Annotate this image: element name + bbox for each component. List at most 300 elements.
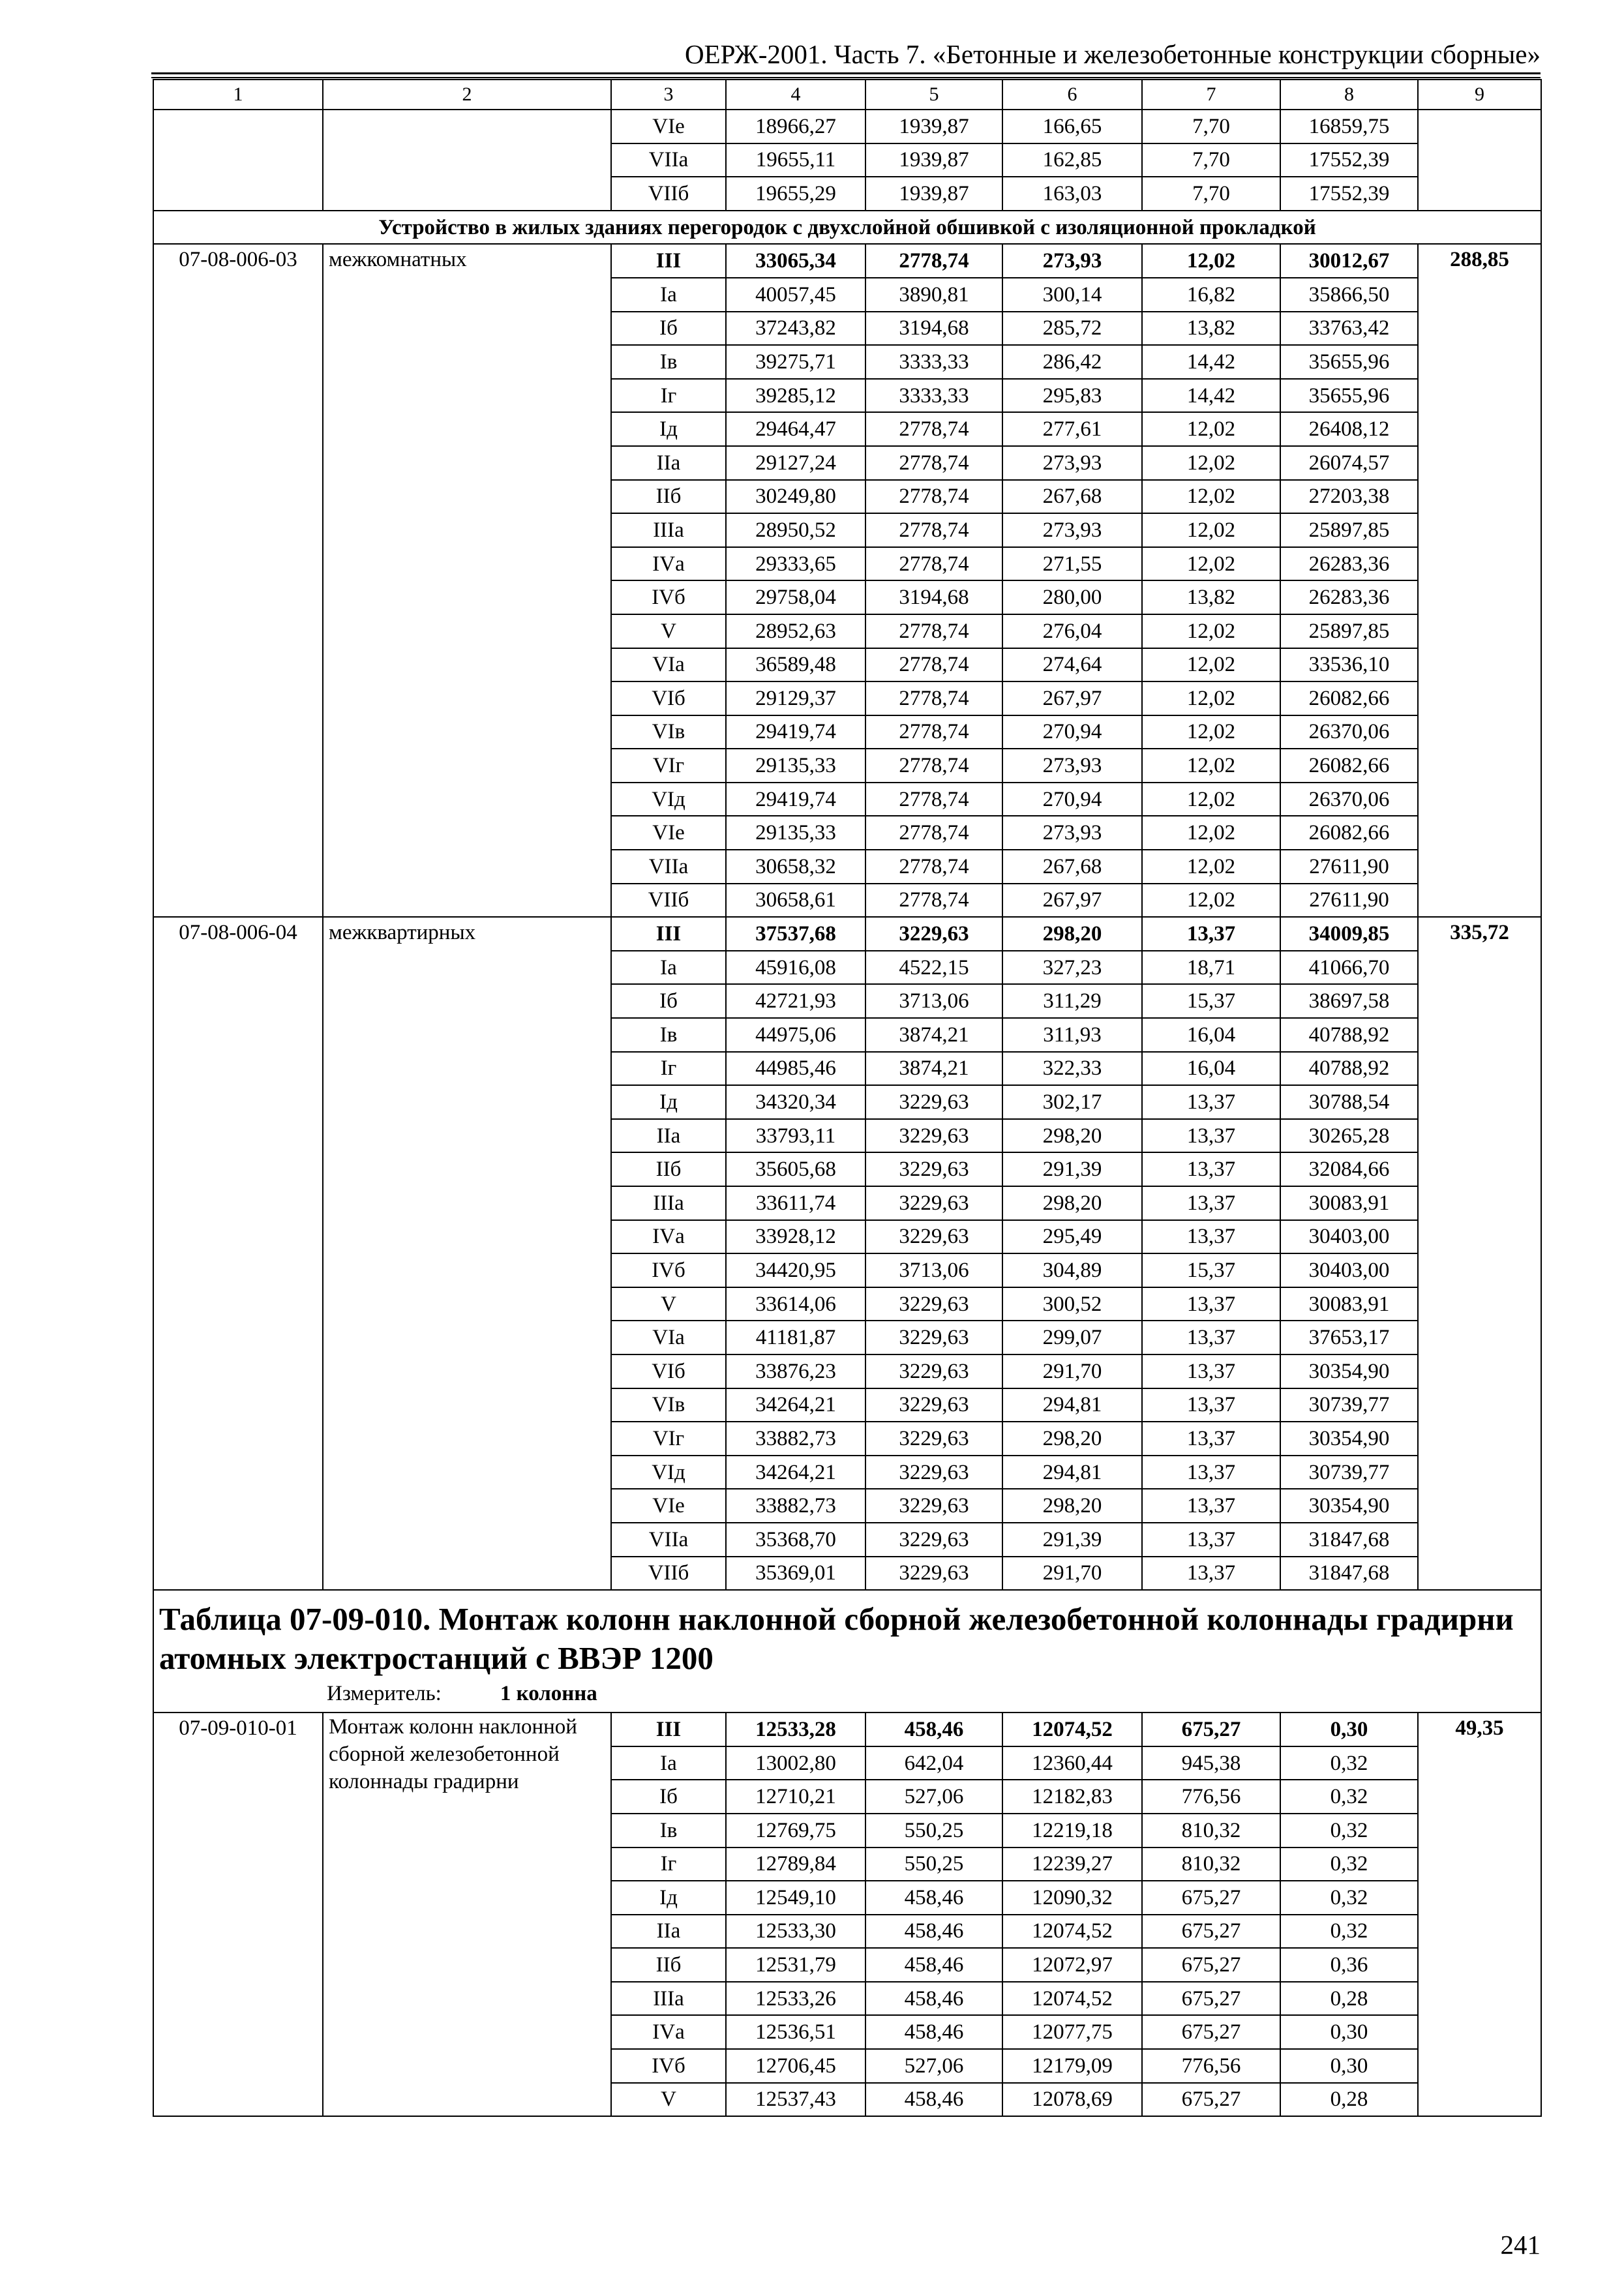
value-cell: 0,32 xyxy=(1280,1746,1418,1780)
value-cell: 527,06 xyxy=(865,1780,1002,1814)
running-title: ОЕРЖ-2001. Часть 7. «Бетонные и железобетонные конструкции сборные» xyxy=(685,39,1541,69)
value-cell: 16,82 xyxy=(1142,278,1280,312)
value-cell: 2778,74 xyxy=(865,513,1002,547)
value-cell: 33928,12 xyxy=(726,1220,865,1254)
code-cell: 07-08-006-04 xyxy=(153,917,323,1590)
value-cell: 322,33 xyxy=(1002,1052,1142,1086)
value-cell: 267,68 xyxy=(1002,480,1142,514)
value-cell: 277,61 xyxy=(1002,412,1142,446)
region-cell: V xyxy=(611,1287,726,1321)
value-cell: 273,93 xyxy=(1002,513,1142,547)
value-cell: 13,37 xyxy=(1142,917,1280,951)
table-title-cell xyxy=(153,1590,1541,1713)
column-number: 8 xyxy=(1280,80,1418,110)
value-cell: 2778,74 xyxy=(865,749,1002,783)
value-cell: 13,37 xyxy=(1142,1354,1280,1388)
value-cell: 2778,74 xyxy=(865,816,1002,850)
value-cell: 294,81 xyxy=(1002,1456,1142,1489)
value-cell: 311,29 xyxy=(1002,984,1142,1018)
value-cell: 291,70 xyxy=(1002,1557,1142,1591)
value-cell: 291,39 xyxy=(1002,1523,1142,1557)
value-cell: 34264,21 xyxy=(726,1456,865,1489)
value-cell: 34009,85 xyxy=(1280,917,1418,951)
value-cell: 26408,12 xyxy=(1280,412,1418,446)
value-cell: 13,37 xyxy=(1142,1456,1280,1489)
value-cell: 0,28 xyxy=(1280,2083,1418,2117)
region-cell: VIе xyxy=(611,1489,726,1523)
value-cell: 458,46 xyxy=(865,1982,1002,2016)
value-cell: 286,42 xyxy=(1002,345,1142,379)
value-cell: 311,93 xyxy=(1002,1018,1142,1052)
value-cell: 3229,63 xyxy=(865,1354,1002,1388)
code-cell: 07-08-006-03 xyxy=(153,244,323,917)
region-cell: VIд xyxy=(611,1456,726,1489)
region-cell: Iа xyxy=(611,278,726,312)
region-cell: IIа xyxy=(611,446,726,480)
value-cell: 4522,15 xyxy=(865,951,1002,985)
region-cell: VIIб xyxy=(611,177,726,211)
region-cell: Iг xyxy=(611,379,726,413)
column-number: 7 xyxy=(1142,80,1280,110)
value-cell: 273,93 xyxy=(1002,244,1142,278)
region-cell: III xyxy=(611,917,726,951)
value-cell: 12179,09 xyxy=(1002,2049,1142,2083)
value-cell: 0,28 xyxy=(1280,1982,1418,2016)
value-cell: 273,93 xyxy=(1002,816,1142,850)
table-row xyxy=(153,110,1541,143)
meter-label: Измеритель: xyxy=(327,1682,442,1706)
value-cell: 0,32 xyxy=(1280,1814,1418,1848)
value-cell: 26082,66 xyxy=(1280,816,1418,850)
value-cell: 3229,63 xyxy=(865,1085,1002,1119)
value-cell: 25897,85 xyxy=(1280,614,1418,648)
value-cell: 12533,26 xyxy=(726,1982,865,2016)
value-cell: 295,83 xyxy=(1002,379,1142,413)
value-cell: 271,55 xyxy=(1002,547,1142,581)
value-cell: 3229,63 xyxy=(865,1422,1002,1456)
value-cell: 30739,77 xyxy=(1280,1456,1418,1489)
value-cell: 7,70 xyxy=(1142,143,1280,177)
value-cell: 2778,74 xyxy=(865,850,1002,884)
value-cell: 12,02 xyxy=(1142,749,1280,783)
meter-unit: 1 колонна xyxy=(500,1682,597,1706)
column-number: 9 xyxy=(1418,80,1541,110)
value-cell: 13,37 xyxy=(1142,1388,1280,1422)
region-cell: V xyxy=(611,614,726,648)
value-cell: 33065,34 xyxy=(726,244,865,278)
value-cell: 12,02 xyxy=(1142,446,1280,480)
value-cell: 12,02 xyxy=(1142,614,1280,648)
value-cell: 13,37 xyxy=(1142,1287,1280,1321)
value-cell: 810,32 xyxy=(1142,1814,1280,1848)
value-cell: 302,17 xyxy=(1002,1085,1142,1119)
region-cell: IIа xyxy=(611,1915,726,1949)
value-cell: 7,70 xyxy=(1142,177,1280,211)
region-cell: VIа xyxy=(611,1321,726,1354)
value-cell: 27203,38 xyxy=(1280,480,1418,514)
value-cell: 40788,92 xyxy=(1280,1052,1418,1086)
value-cell: 12,02 xyxy=(1142,513,1280,547)
value-cell: 30354,90 xyxy=(1280,1489,1418,1523)
value-cell: 13,37 xyxy=(1142,1321,1280,1354)
value-cell: 3713,06 xyxy=(865,1253,1002,1287)
value-cell: 26370,06 xyxy=(1280,783,1418,816)
value-cell: 0,30 xyxy=(1280,2015,1418,2049)
region-cell: Iб xyxy=(611,1780,726,1814)
table-row xyxy=(153,1713,1541,1746)
region-cell: VIIб xyxy=(611,884,726,918)
region-cell: IIб xyxy=(611,480,726,514)
value-cell: 40057,45 xyxy=(726,278,865,312)
value-cell: 291,70 xyxy=(1002,1354,1142,1388)
value-cell: 2778,74 xyxy=(865,648,1002,682)
value-cell: 270,94 xyxy=(1002,715,1142,749)
value-cell: 16,04 xyxy=(1142,1018,1280,1052)
region-cell: IVб xyxy=(611,1253,726,1287)
value-cell: 34320,34 xyxy=(726,1085,865,1119)
value-cell: 267,97 xyxy=(1002,884,1142,918)
value-cell: 17552,39 xyxy=(1280,143,1418,177)
value-cell: 2778,74 xyxy=(865,547,1002,581)
value-cell: 294,81 xyxy=(1002,1388,1142,1422)
total-cell: 49,35 xyxy=(1418,1713,1541,2116)
value-cell: 3713,06 xyxy=(865,984,1002,1018)
value-cell: 945,38 xyxy=(1142,1746,1280,1780)
value-cell: 12090,32 xyxy=(1002,1881,1142,1915)
region-cell: Iа xyxy=(611,951,726,985)
value-cell: 12,02 xyxy=(1142,715,1280,749)
region-cell: III xyxy=(611,244,726,278)
value-cell: 37653,17 xyxy=(1280,1321,1418,1354)
name-cell: межквартирных xyxy=(323,917,611,1590)
value-cell: 300,52 xyxy=(1002,1287,1142,1321)
value-cell: 1939,87 xyxy=(865,177,1002,211)
value-cell: 3229,63 xyxy=(865,1186,1002,1220)
region-cell: Iд xyxy=(611,412,726,446)
value-cell: 13,37 xyxy=(1142,1557,1280,1591)
price-table xyxy=(153,79,1542,2117)
table-row xyxy=(153,244,1541,278)
value-cell: 327,23 xyxy=(1002,951,1142,985)
value-cell: 12078,69 xyxy=(1002,2083,1142,2117)
value-cell: 12533,28 xyxy=(726,1713,865,1746)
value-cell: 13,37 xyxy=(1142,1119,1280,1153)
value-cell: 458,46 xyxy=(865,1881,1002,1915)
region-cell: IVб xyxy=(611,2049,726,2083)
value-cell: 675,27 xyxy=(1142,1982,1280,2016)
value-cell: 39275,71 xyxy=(726,345,865,379)
value-cell: 13,37 xyxy=(1142,1152,1280,1186)
value-cell: 300,14 xyxy=(1002,278,1142,312)
value-cell: 298,20 xyxy=(1002,917,1142,951)
value-cell: 13,37 xyxy=(1142,1085,1280,1119)
value-cell: 12074,52 xyxy=(1002,1713,1142,1746)
value-cell: 162,85 xyxy=(1002,143,1142,177)
value-cell: 28950,52 xyxy=(726,513,865,547)
value-cell: 25897,85 xyxy=(1280,513,1418,547)
name-cell: межкомнатных xyxy=(323,244,611,917)
value-cell: 3229,63 xyxy=(865,1388,1002,1422)
value-cell: 18966,27 xyxy=(726,110,865,143)
value-cell: 30083,91 xyxy=(1280,1186,1418,1220)
value-cell: 26370,06 xyxy=(1280,715,1418,749)
region-cell: IVб xyxy=(611,580,726,614)
value-cell: 675,27 xyxy=(1142,1948,1280,1982)
value-cell: 12182,83 xyxy=(1002,1780,1142,1814)
value-cell: 30403,00 xyxy=(1280,1220,1418,1254)
value-cell: 12074,52 xyxy=(1002,1915,1142,1949)
value-cell: 2778,74 xyxy=(865,681,1002,715)
value-cell: 0,32 xyxy=(1280,1848,1418,1881)
region-cell: Iб xyxy=(611,312,726,346)
region-cell: Iб xyxy=(611,984,726,1018)
value-cell: 298,20 xyxy=(1002,1186,1142,1220)
value-cell: 3333,33 xyxy=(865,379,1002,413)
value-cell: 13002,80 xyxy=(726,1746,865,1780)
value-cell: 14,42 xyxy=(1142,379,1280,413)
value-cell: 17552,39 xyxy=(1280,177,1418,211)
table-heading: Таблица 07-09-010. Монтаж колонн наклонной сборной железобетонной колоннады градирни атомных электростанций с ВВЭР 1200 xyxy=(159,1601,1514,1677)
value-cell: 18,71 xyxy=(1142,951,1280,985)
value-cell: 3229,63 xyxy=(865,1523,1002,1557)
value-cell: 3229,63 xyxy=(865,1119,1002,1153)
section-row xyxy=(153,211,1541,245)
value-cell: 291,39 xyxy=(1002,1152,1142,1186)
value-cell: 30012,67 xyxy=(1280,244,1418,278)
value-cell: 675,27 xyxy=(1142,1713,1280,1746)
value-cell: 12239,27 xyxy=(1002,1848,1142,1881)
value-cell: 3229,63 xyxy=(865,1220,1002,1254)
value-cell: 1939,87 xyxy=(865,143,1002,177)
value-cell: 30658,32 xyxy=(726,850,865,884)
value-cell: 31847,68 xyxy=(1280,1557,1418,1591)
value-cell: 35369,01 xyxy=(726,1557,865,1591)
value-cell: 3194,68 xyxy=(865,580,1002,614)
value-cell: 19655,29 xyxy=(726,177,865,211)
value-cell: 298,20 xyxy=(1002,1422,1142,1456)
value-cell: 30658,61 xyxy=(726,884,865,918)
value-cell: 3229,63 xyxy=(865,917,1002,951)
region-cell: Iг xyxy=(611,1052,726,1086)
value-cell: 26283,36 xyxy=(1280,580,1418,614)
value-cell: 12072,97 xyxy=(1002,1948,1142,1982)
value-cell: 19655,11 xyxy=(726,143,865,177)
region-cell: IIIа xyxy=(611,1186,726,1220)
value-cell: 1939,87 xyxy=(865,110,1002,143)
region-cell: VIе xyxy=(611,816,726,850)
page-number: 241 xyxy=(1500,2230,1541,2260)
region-cell: VIд xyxy=(611,783,726,816)
value-cell: 2778,74 xyxy=(865,783,1002,816)
region-cell: IIIа xyxy=(611,513,726,547)
value-cell: 285,72 xyxy=(1002,312,1142,346)
code-cell xyxy=(153,110,323,211)
value-cell: 3194,68 xyxy=(865,312,1002,346)
value-cell: 37243,82 xyxy=(726,312,865,346)
value-cell: 44985,46 xyxy=(726,1052,865,1086)
value-cell: 12074,52 xyxy=(1002,1982,1142,2016)
value-cell: 29129,37 xyxy=(726,681,865,715)
value-cell: 35368,70 xyxy=(726,1523,865,1557)
header-rule-thick xyxy=(151,72,1541,74)
value-cell: 35605,68 xyxy=(726,1152,865,1186)
value-cell: 298,20 xyxy=(1002,1119,1142,1153)
value-cell: 3890,81 xyxy=(865,278,1002,312)
value-cell: 276,04 xyxy=(1002,614,1142,648)
value-cell: 2778,74 xyxy=(865,480,1002,514)
value-cell: 3874,21 xyxy=(865,1018,1002,1052)
value-cell: 32084,66 xyxy=(1280,1152,1418,1186)
region-cell: VIб xyxy=(611,1354,726,1388)
region-cell: Iг xyxy=(611,1848,726,1881)
value-cell: 12789,84 xyxy=(726,1848,865,1881)
value-cell: 458,46 xyxy=(865,1948,1002,1982)
value-cell: 273,93 xyxy=(1002,446,1142,480)
value-cell: 458,46 xyxy=(865,1915,1002,1949)
region-cell: Iв xyxy=(611,1814,726,1848)
value-cell: 12360,44 xyxy=(1002,1746,1142,1780)
region-cell: VIIа xyxy=(611,143,726,177)
region-cell: IIб xyxy=(611,1152,726,1186)
value-cell: 299,07 xyxy=(1002,1321,1142,1354)
value-cell: 2778,74 xyxy=(865,884,1002,918)
value-cell: 33611,74 xyxy=(726,1186,865,1220)
value-cell: 38697,58 xyxy=(1280,984,1418,1018)
section-title: Устройство в жилых зданиях перегородок с двухслойной обшивкой с изоляционной прокладкой xyxy=(153,211,1541,245)
value-cell: 12,02 xyxy=(1142,783,1280,816)
region-cell: VIв xyxy=(611,715,726,749)
value-cell: 29419,74 xyxy=(726,715,865,749)
value-cell: 280,00 xyxy=(1002,580,1142,614)
region-cell: VIе xyxy=(611,110,726,143)
value-cell: 0,30 xyxy=(1280,1713,1418,1746)
value-cell: 12536,51 xyxy=(726,2015,865,2049)
column-number: 6 xyxy=(1002,80,1142,110)
value-cell: 26082,66 xyxy=(1280,749,1418,783)
value-cell: 35866,50 xyxy=(1280,278,1418,312)
region-cell: IIб xyxy=(611,1948,726,1982)
value-cell: 776,56 xyxy=(1142,2049,1280,2083)
value-cell: 37537,68 xyxy=(726,917,865,951)
value-cell: 12,02 xyxy=(1142,244,1280,278)
value-cell: 0,32 xyxy=(1280,1915,1418,1949)
region-cell: VIг xyxy=(611,1422,726,1456)
value-cell: 3874,21 xyxy=(865,1052,1002,1086)
value-cell: 3229,63 xyxy=(865,1152,1002,1186)
value-cell: 2778,74 xyxy=(865,244,1002,278)
code-cell: 07-09-010-01 xyxy=(153,1713,323,2116)
value-cell: 45916,08 xyxy=(726,951,865,985)
value-cell: 304,89 xyxy=(1002,1253,1142,1287)
region-cell: Iд xyxy=(611,1881,726,1915)
region-cell: V xyxy=(611,2083,726,2117)
value-cell: 29758,04 xyxy=(726,580,865,614)
value-cell: 33882,73 xyxy=(726,1422,865,1456)
value-cell: 13,82 xyxy=(1142,312,1280,346)
total-cell: 335,72 xyxy=(1418,917,1541,1590)
value-cell: 35655,96 xyxy=(1280,345,1418,379)
value-cell: 550,25 xyxy=(865,1848,1002,1881)
value-cell: 3229,63 xyxy=(865,1287,1002,1321)
value-cell: 13,37 xyxy=(1142,1489,1280,1523)
value-cell: 33763,42 xyxy=(1280,312,1418,346)
region-cell: VIIа xyxy=(611,1523,726,1557)
column-number: 5 xyxy=(865,80,1002,110)
value-cell: 13,82 xyxy=(1142,580,1280,614)
value-cell: 642,04 xyxy=(865,1746,1002,1780)
value-cell: 27611,90 xyxy=(1280,884,1418,918)
value-cell: 30354,90 xyxy=(1280,1422,1418,1456)
value-cell: 29135,33 xyxy=(726,749,865,783)
region-cell: IVа xyxy=(611,2015,726,2049)
value-cell: 31847,68 xyxy=(1280,1523,1418,1557)
value-cell: 30788,54 xyxy=(1280,1085,1418,1119)
region-cell: IIIа xyxy=(611,1982,726,2016)
value-cell: 15,37 xyxy=(1142,1253,1280,1287)
value-cell: 12,02 xyxy=(1142,480,1280,514)
value-cell: 166,65 xyxy=(1002,110,1142,143)
value-cell: 458,46 xyxy=(865,1713,1002,1746)
value-cell: 298,20 xyxy=(1002,1489,1142,1523)
value-cell: 44975,06 xyxy=(726,1018,865,1052)
value-cell: 0,30 xyxy=(1280,2049,1418,2083)
name-cell xyxy=(323,110,611,211)
column-number: 2 xyxy=(323,80,611,110)
value-cell: 42721,93 xyxy=(726,984,865,1018)
table-body xyxy=(153,80,1541,2116)
value-cell: 0,32 xyxy=(1280,1780,1418,1814)
value-cell: 458,46 xyxy=(865,2015,1002,2049)
value-cell: 270,94 xyxy=(1002,783,1142,816)
value-cell: 12769,75 xyxy=(726,1814,865,1848)
column-number: 3 xyxy=(611,80,726,110)
value-cell: 12219,18 xyxy=(1002,1814,1142,1848)
value-cell: 2778,74 xyxy=(865,715,1002,749)
value-cell: 163,03 xyxy=(1002,177,1142,211)
value-cell: 3229,63 xyxy=(865,1321,1002,1354)
value-cell: 29135,33 xyxy=(726,816,865,850)
value-cell: 12,02 xyxy=(1142,412,1280,446)
header-rule-thin xyxy=(151,77,1541,78)
value-cell: 30739,77 xyxy=(1280,1388,1418,1422)
region-cell: IVа xyxy=(611,547,726,581)
value-cell: 12,02 xyxy=(1142,816,1280,850)
region-cell: VIб xyxy=(611,681,726,715)
value-cell: 12,02 xyxy=(1142,850,1280,884)
value-cell: 30249,80 xyxy=(726,480,865,514)
value-cell: 2778,74 xyxy=(865,446,1002,480)
value-cell: 13,37 xyxy=(1142,1422,1280,1456)
value-cell: 13,37 xyxy=(1142,1523,1280,1557)
value-cell: 776,56 xyxy=(1142,1780,1280,1814)
value-cell: 2778,74 xyxy=(865,614,1002,648)
value-cell: 12706,45 xyxy=(726,2049,865,2083)
value-cell: 41066,70 xyxy=(1280,951,1418,985)
value-cell: 3333,33 xyxy=(865,345,1002,379)
value-cell: 28952,63 xyxy=(726,614,865,648)
value-cell: 458,46 xyxy=(865,2083,1002,2117)
region-cell: VIг xyxy=(611,749,726,783)
table-title-row xyxy=(153,1590,1541,1713)
value-cell: 26082,66 xyxy=(1280,681,1418,715)
value-cell: 33793,11 xyxy=(726,1119,865,1153)
value-cell: 12,02 xyxy=(1142,681,1280,715)
value-cell: 12537,43 xyxy=(726,2083,865,2117)
value-cell: 39285,12 xyxy=(726,379,865,413)
value-cell: 14,42 xyxy=(1142,345,1280,379)
value-cell: 550,25 xyxy=(865,1814,1002,1848)
value-cell: 13,37 xyxy=(1142,1186,1280,1220)
